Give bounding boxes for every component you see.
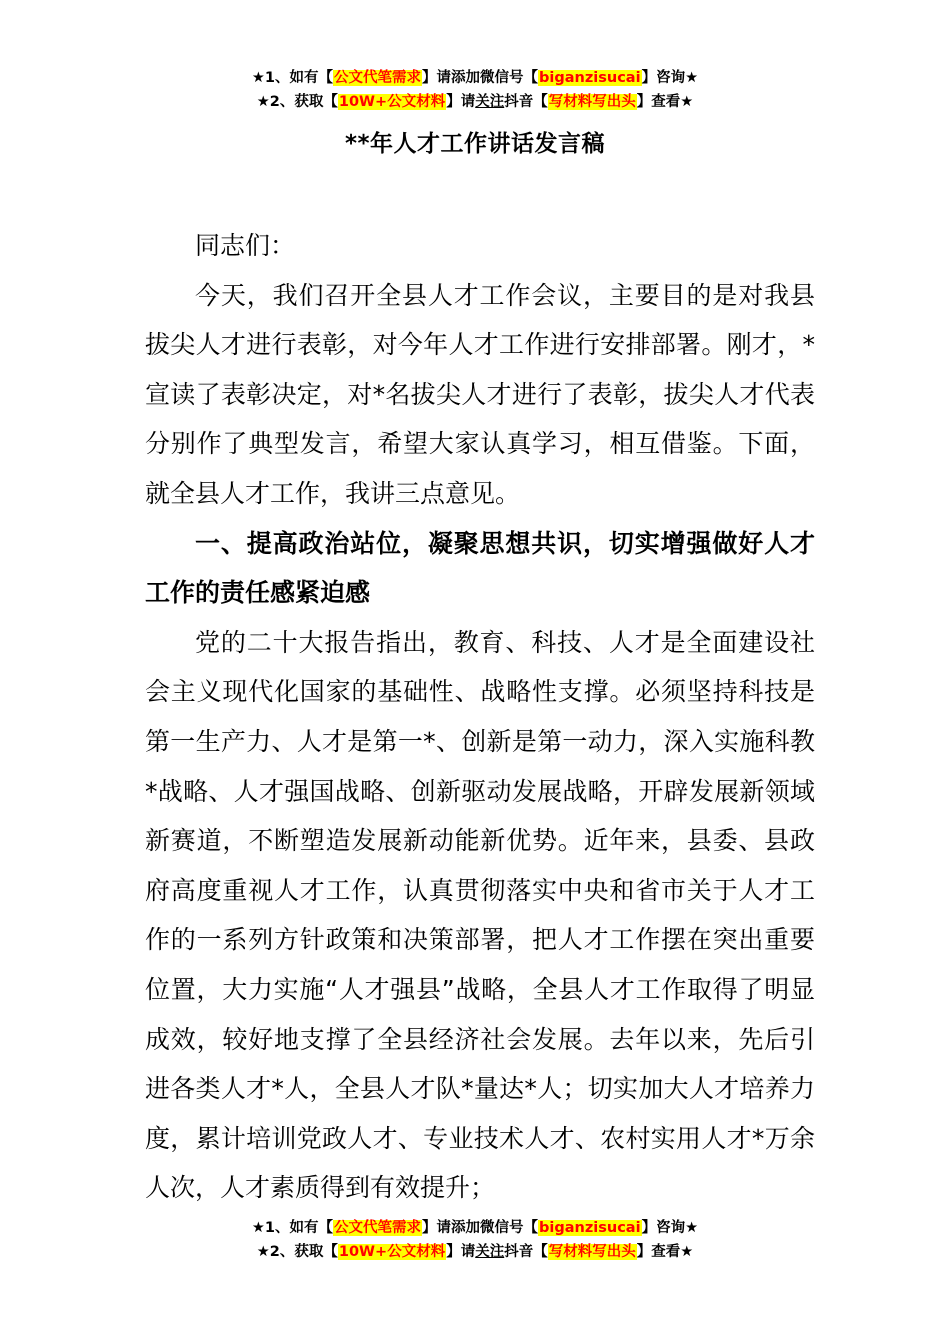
header-banner-line-2 <box>0 90 950 114</box>
banner-highlight: 公文代笔需求 <box>334 1220 422 1236</box>
banner-text: 】请 <box>446 94 476 110</box>
footer-banner <box>0 1216 950 1264</box>
header-banner <box>0 66 950 114</box>
footer-banner-line-1 <box>0 1216 950 1240</box>
banner-text: ★1、如有【 <box>251 70 334 86</box>
salutation: 同志们： <box>195 231 296 260</box>
banner-text: 】查看★ <box>636 1244 694 1260</box>
banner-highlight: 公文代笔需求 <box>334 70 422 86</box>
banner-underlined-text: 关注 <box>475 94 505 110</box>
banner-text: 】查看★ <box>636 94 694 110</box>
banner-text: 】咨询★ <box>641 1220 699 1236</box>
document-body <box>145 221 815 1213</box>
banner-text: ★2、获取【 <box>256 94 338 110</box>
section-heading-1: 一、提高政治站位，凝聚思想共识，切实增强做好人才工作的责任感紧迫感 <box>145 528 815 608</box>
douyin-account-highlight: 写材料写出头 <box>548 94 636 110</box>
banner-text: 抖音【 <box>504 1244 548 1260</box>
paragraph-intro: 今天，我们召开全县人才工作会议，主要目的是对我县拔尖人才进行表彰，对今年人才工作进行安排部署。刚才，*宣读了表彰决定，对*名拔尖人才进行了表彰，拔尖人才代表分别作了典型发言，希望大家认真学习，相互借鉴。下面，就全县人才工作，我讲三点意见。 <box>145 280 815 508</box>
footer-banner-line-2 <box>0 1240 950 1264</box>
banner-highlight: 10W+公文材料 <box>338 94 446 110</box>
douyin-account-highlight: 写材料写出头 <box>548 1244 636 1260</box>
banner-text: 】咨询★ <box>641 70 699 86</box>
wechat-id-highlight: biganzisucai <box>539 1220 641 1236</box>
banner-underlined-text: 关注 <box>475 1244 505 1260</box>
paragraph-section-1: 党的二十大报告指出，教育、科技、人才是全面建设社会主义现代化国家的基础性、战略性支撑。必须坚持科技是第一生产力、人才是第一*、创新是第一动力，深入实施科教*战略、人才强国战略、创新驱动发展战略，开辟发展新领域新赛道，不断塑造发展新动能新优势。近年来，县委、县政府高度重视人才工作，认真贯彻落实中央和省市关于人才工作的一系列方针政策和决策部署，把人才工作摆在突出重要位置，大力实施“人才强县”战略，全县人才工作取得了明显成效，较好地支撑了全县经济社会发展。去年以来，先后引进各类人才*人，全县人才队*量达*人；切实加大人才培养力度，累计培训党政人才、专业技术人才、农村实用人才*万余人次，人才素质得到有效提升； <box>145 627 815 1203</box>
banner-text: 抖音【 <box>504 94 548 110</box>
banner-text: 】请添加微信号【 <box>422 1220 539 1236</box>
banner-text: 】请 <box>446 1244 476 1260</box>
document-title: **年人才工作讲话发言稿 <box>344 131 606 157</box>
wechat-id-highlight: biganzisucai <box>539 70 641 86</box>
banner-text: ★2、获取【 <box>256 1244 338 1260</box>
banner-highlight: 10W+公文材料 <box>338 1244 446 1260</box>
banner-text: 】请添加微信号【 <box>422 70 539 86</box>
header-banner-line-1 <box>0 66 950 90</box>
banner-text: ★1、如有【 <box>251 1220 334 1236</box>
